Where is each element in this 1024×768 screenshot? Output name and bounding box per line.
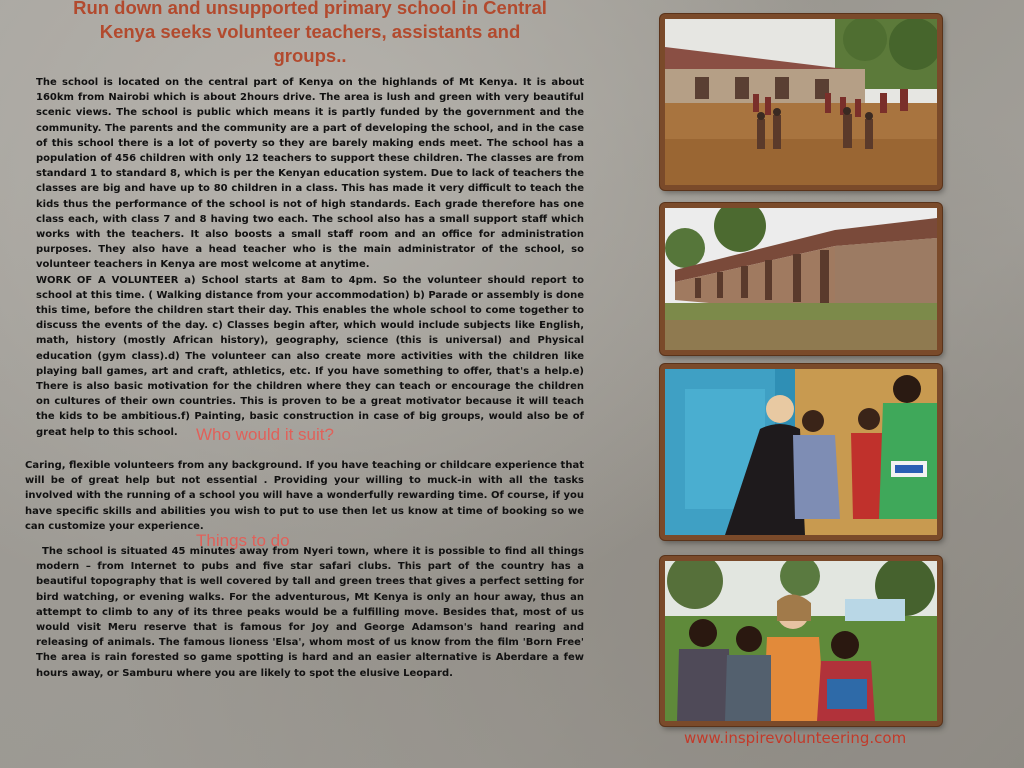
website-url: www.inspirevolunteering.com: [684, 729, 907, 747]
page-title: Run down and unsupported primary school in Central Kenya seeks volunteer teachers, assistants and groups..: [73, 0, 547, 66]
things-to-do-paragraph: [36, 544, 584, 681]
school-yard-image: [665, 19, 937, 185]
volunteer-outdoors-photo: [660, 556, 942, 726]
things-to-do-heading: Things to do: [196, 531, 290, 550]
volunteer-outdoors-image: [665, 561, 937, 721]
who-would-it-suit-heading: Who would it suit?: [196, 425, 334, 444]
volunteer-work-paragraph: WORK OF A VOLUNTEER a) School starts at 8am to 4pm. So the volunteer should report to school at this time. ( Walking distance from your accommodation) b) Parade or assembly is done this time, before the children start their day. This enables the whole school to come together to discuss the events of the day. c) Classes begin after, which would include subjects like English, math, history (mostly African history), geography, science (this is universal) and Physical education (gym class).d) The volunteer can also create more activities with the children like playing ball games, art and craft, athletics, etc. If you have something to offer, that's a help.e) There is also basic motivation for the children where they can teach or encourage the children on cultures of their own countries. This is proven to be a great motivator because it will teach the kids to be ambitious.f) Painting, basic construction in case of big groups, would also be of great help to this school.: [36, 274, 584, 438]
classroom-block-image: [665, 208, 937, 350]
things-to-do-text: The school is situated 45 minutes away from Nyeri town, where it is possible to find all things modern – from Internet to pubs and five star safari clubs. This part of the country has a beautiful topography that is well covered by tall and green trees that gives a perfect setting for bird watching, or evening walks. For the adventurous, Mt Kenya is only an hour away, thus an attempt to climb to any of its three peaks would be a fulfilling move. Besides that, most of us would visit Meru reserve that is famous for Joy and George Adamson's hand rearing and releasing of animals. The famous lioness 'Elsa', whom most of us know from the film 'Born Free' The area is rain forested so game spotting is hard and an easier alternative is Aberdare a few hours away, or Samburu where you are likely to spot the elusive Leopard.: [36, 546, 584, 679]
suitability-paragraph: Caring, flexible volunteers from any background. If you have teaching or childcare experience that will be of great help but not essential . Providing your willing to muck-in with all the tasks involved with the running of a school you will have a wonderfully rewarding time. Of course, if you have specific skills and abilities you wish to put to use then let us know at time of booking so we can customize your experience.: [25, 460, 584, 532]
volunteer-with-children-image: [665, 369, 937, 535]
volunteer-with-children-photo: [660, 364, 942, 540]
classroom-block-photo: [660, 203, 942, 355]
school-yard-photo: [660, 14, 942, 190]
school-description: [36, 75, 584, 440]
school-overview-paragraph: The school is located on the central part of Kenya on the highlands of Mt Kenya. It is about 160km from Nairobi which is about 2hours drive. The area is lush and green with very beautiful scenic views. The school is public which means it is partly funded by the government and the community. The parents and the community are a part of developing the school, and in the case of this school there is a lot of poverty so they are barely making ends meet. The school has a population of 456 children with only 12 teachers to support these children. The classes are from standard 1 to standard 8, which is per the Kenyan education system. Due to lack of teachers the classes are big and have up to 80 children in a class. This has made it very difficult to teach the kids thus the performance of the school is not of high standards. Each grade therefore has one class each, with class 7 and 8 having two each. The school also has a small support staff which works with the teachers. It also boosts a small staff room and an office for administration purposes. They also have a head teacher who is the main administrator of the school, so volunteer teachers in Kenya are most welcome at anytime.: [36, 77, 584, 271]
